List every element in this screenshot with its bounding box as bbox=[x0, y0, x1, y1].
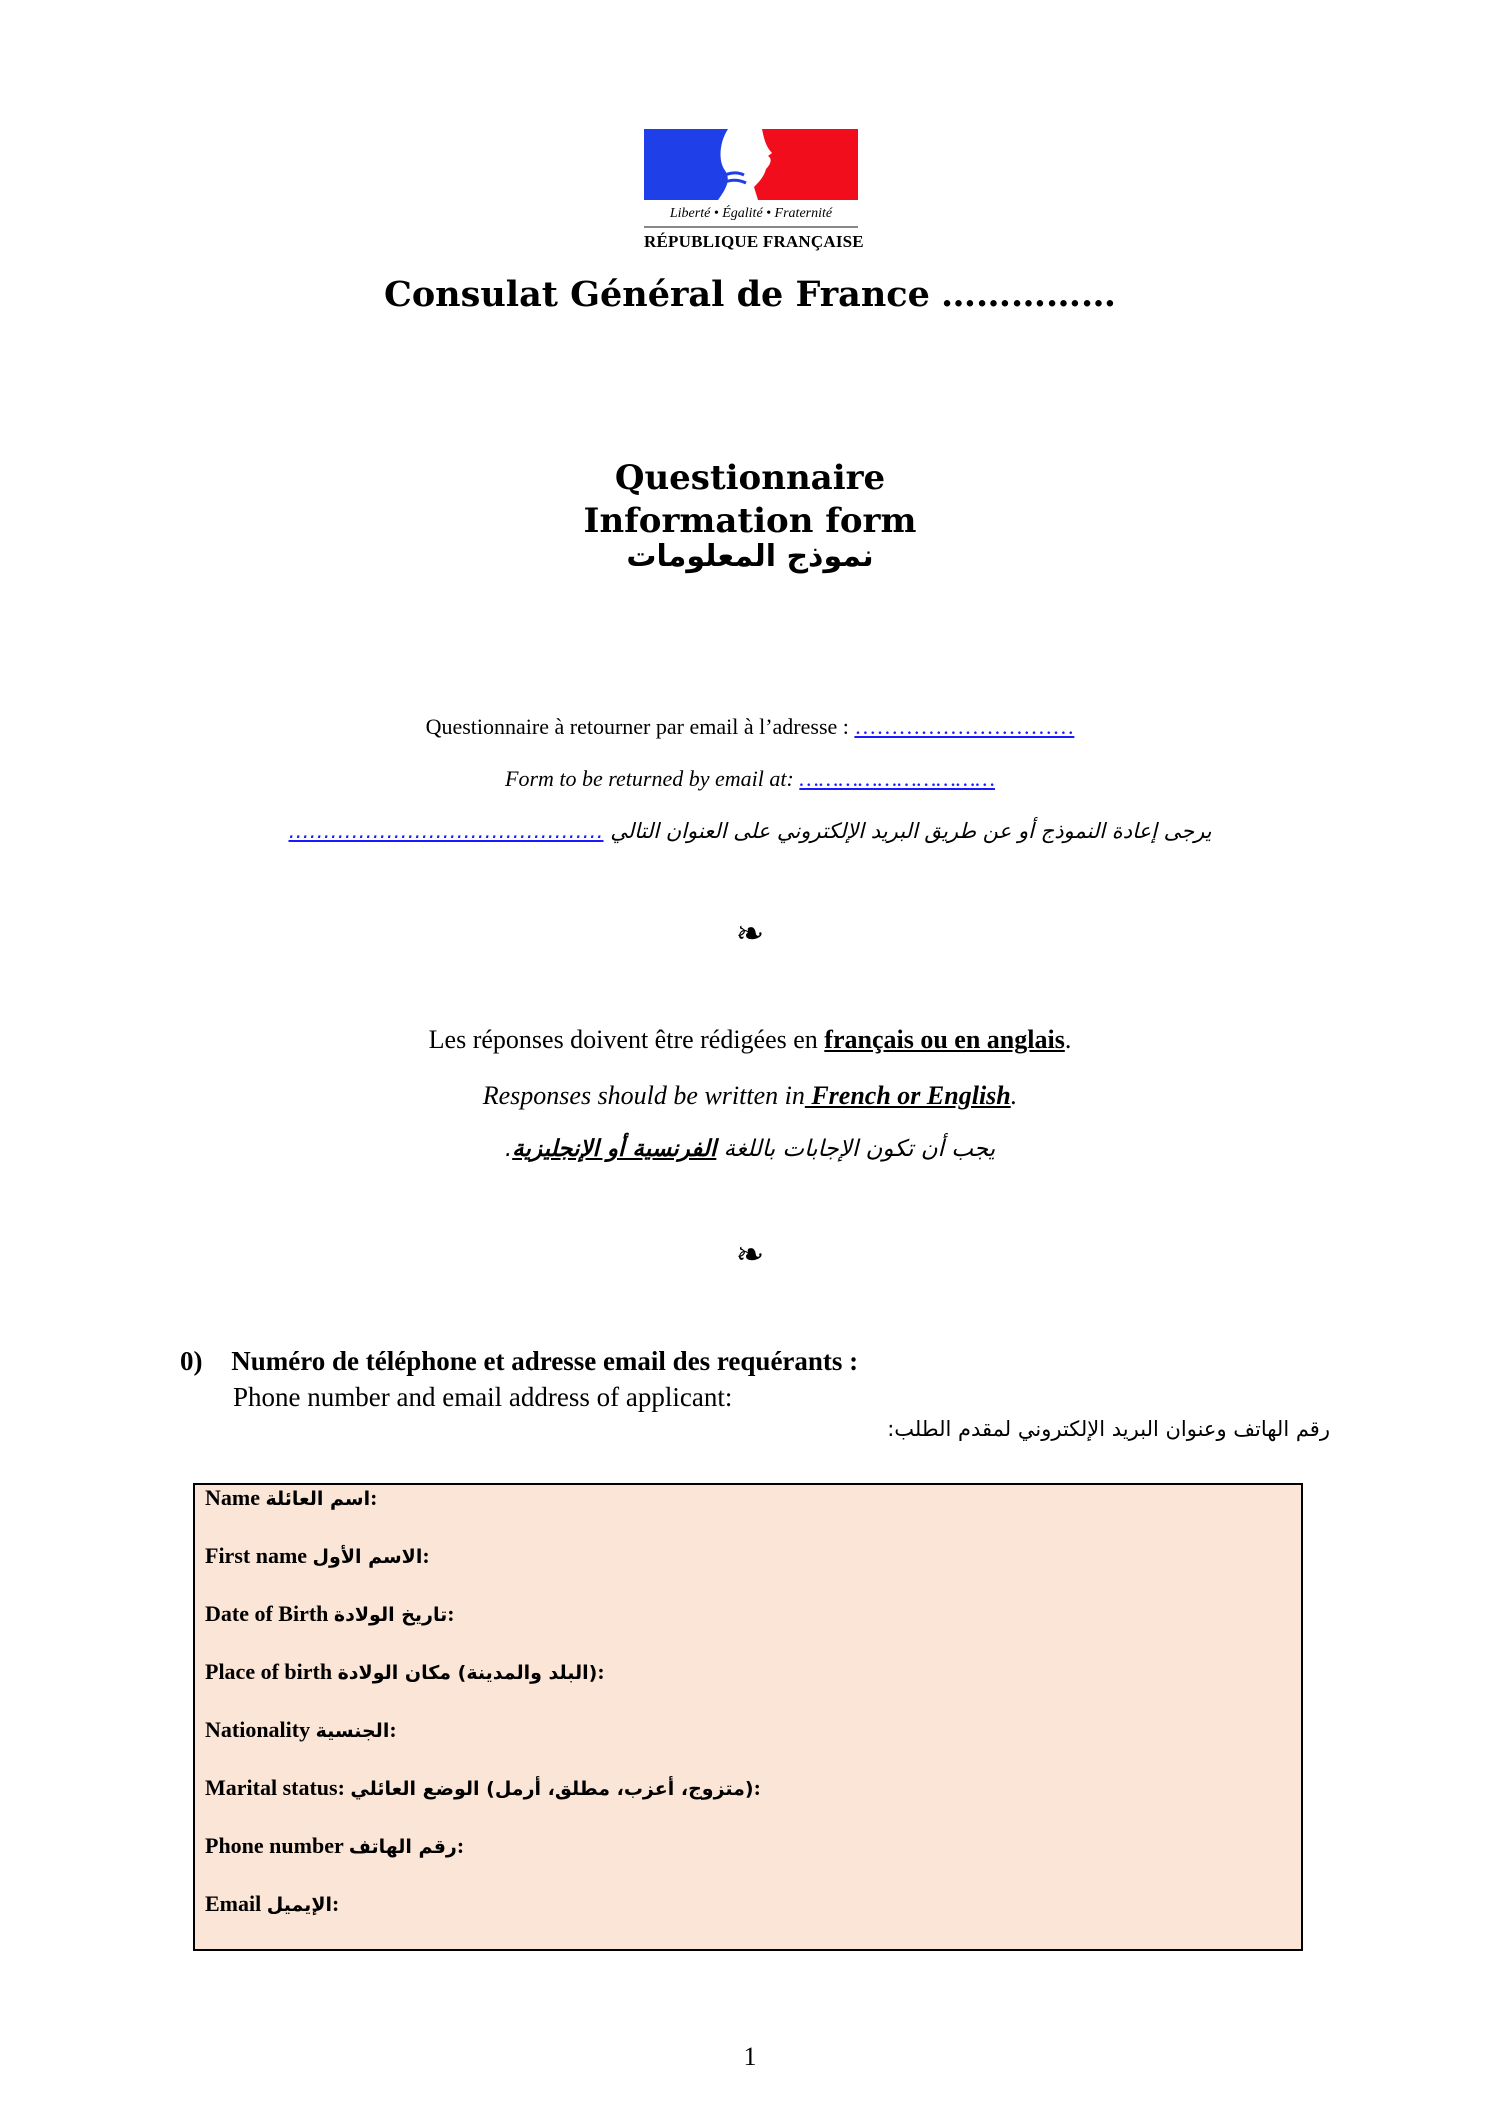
field-first-name[interactable] bbox=[205, 1543, 430, 1569]
field-label: رقم الهاتف bbox=[348, 1836, 457, 1858]
field-email[interactable] bbox=[205, 1891, 339, 1917]
field-label: : bbox=[597, 1659, 605, 1684]
field-label: الجنسية bbox=[315, 1720, 390, 1742]
language-fr-text: Les réponses doivent être rédigées en bbox=[428, 1025, 825, 1054]
field-label: : bbox=[447, 1601, 455, 1626]
return-ar bbox=[0, 819, 1500, 843]
marianne-icon bbox=[718, 129, 788, 200]
return-ar-email-link[interactable]: ……………………………………… bbox=[288, 819, 604, 843]
consulate-name: Consulat Général de France bbox=[383, 274, 930, 315]
field-label: Marital status: bbox=[205, 1775, 345, 1800]
field-marital-status[interactable] bbox=[205, 1775, 761, 1801]
field-label: Date of Birth bbox=[205, 1601, 329, 1626]
field-label: : bbox=[456, 1833, 465, 1858]
return-fr-label: Questionnaire à retourner par email à l’adresse : bbox=[425, 714, 849, 739]
field-phone-number[interactable] bbox=[205, 1833, 464, 1859]
page-number: 1 bbox=[743, 2042, 757, 2071]
field-label: (متزوج، أعزب، مطلق، أرمل) الوضع العائلي bbox=[350, 1778, 754, 1800]
title-en: Information form bbox=[583, 501, 917, 541]
field-label: الإيميل bbox=[266, 1894, 332, 1916]
field-label: First name bbox=[205, 1543, 308, 1568]
logo-motto: Liberté • Égalité • Fraternité bbox=[669, 206, 833, 221]
language-en-emphasis: French or English bbox=[804, 1081, 1011, 1110]
language-ar bbox=[0, 1136, 1500, 1162]
section-0-heading bbox=[180, 1346, 858, 1377]
field-label: Phone number bbox=[205, 1833, 344, 1858]
title-ar: نموذج المعلومات bbox=[626, 539, 874, 574]
field-label: اسم العائلة bbox=[265, 1488, 371, 1510]
field-label: تاريخ الولادة bbox=[333, 1604, 448, 1626]
field-label: : bbox=[422, 1543, 430, 1568]
consulate-blank: …………… bbox=[941, 274, 1117, 315]
republique-francaise-logo bbox=[644, 129, 864, 255]
ornament-icon: ❧ bbox=[735, 1237, 765, 1274]
field-label: الاسم الأول bbox=[312, 1546, 423, 1568]
return-en bbox=[0, 766, 1500, 792]
language-fr bbox=[0, 1025, 1500, 1055]
field-label: Place of birth bbox=[205, 1659, 333, 1684]
field-date-of-birth[interactable] bbox=[205, 1601, 455, 1627]
logo-name: RÉPUBLIQUE FRANÇAISE bbox=[644, 232, 864, 251]
field-label: : bbox=[331, 1891, 340, 1916]
language-ar-emphasis: الفرنسية أو الإنجليزية bbox=[512, 1136, 717, 1162]
section-title-ar: رقم الهاتف وعنوان البريد الإلكتروني لمقدم الطلب: bbox=[887, 1417, 1330, 1441]
language-en-text: Responses should be written in bbox=[482, 1081, 805, 1110]
language-ar-text: يجب أن تكون الإجابات باللغة bbox=[716, 1136, 996, 1162]
language-en-suffix: . bbox=[1010, 1081, 1018, 1110]
section-title-fr: Numéro de téléphone et adresse email des requérants : bbox=[231, 1346, 859, 1376]
field-name[interactable] bbox=[205, 1485, 377, 1511]
field-place-of-birth[interactable] bbox=[205, 1659, 605, 1685]
language-fr-suffix: . bbox=[1064, 1025, 1072, 1054]
consulate-heading bbox=[0, 274, 1500, 315]
field-label: : bbox=[389, 1717, 397, 1742]
section-number: 0) bbox=[180, 1346, 203, 1376]
return-fr-email-link[interactable]: ………………………… bbox=[854, 714, 1075, 739]
return-en-email-link[interactable]: ………………………… bbox=[799, 766, 995, 791]
field-label: Nationality bbox=[205, 1717, 311, 1742]
field-label: : bbox=[753, 1775, 761, 1800]
applicant-info-box bbox=[193, 1483, 1303, 1951]
return-en-label: Form to be returned by email at: bbox=[505, 766, 794, 791]
language-ar-suffix: . bbox=[504, 1136, 513, 1162]
return-fr bbox=[0, 714, 1500, 740]
title-fr: Questionnaire bbox=[614, 458, 886, 498]
language-fr-emphasis: français ou en anglais bbox=[824, 1025, 1065, 1054]
field-label: Name bbox=[205, 1485, 260, 1510]
field-label: : bbox=[370, 1485, 378, 1510]
field-nationality[interactable] bbox=[205, 1717, 397, 1743]
language-en bbox=[0, 1081, 1500, 1111]
ornament-icon: ❧ bbox=[735, 916, 765, 953]
field-label: (البلد والمدينة) مكان الولادة bbox=[337, 1662, 598, 1684]
return-ar-label: يرجى إعادة النموذج أو عن طريق البريد الإلكتروني على العنوان التالي bbox=[610, 819, 1212, 843]
logo-divider bbox=[644, 226, 858, 228]
section-title-en: Phone number and email address of applicant: bbox=[233, 1382, 733, 1412]
field-label: Email bbox=[205, 1891, 262, 1916]
